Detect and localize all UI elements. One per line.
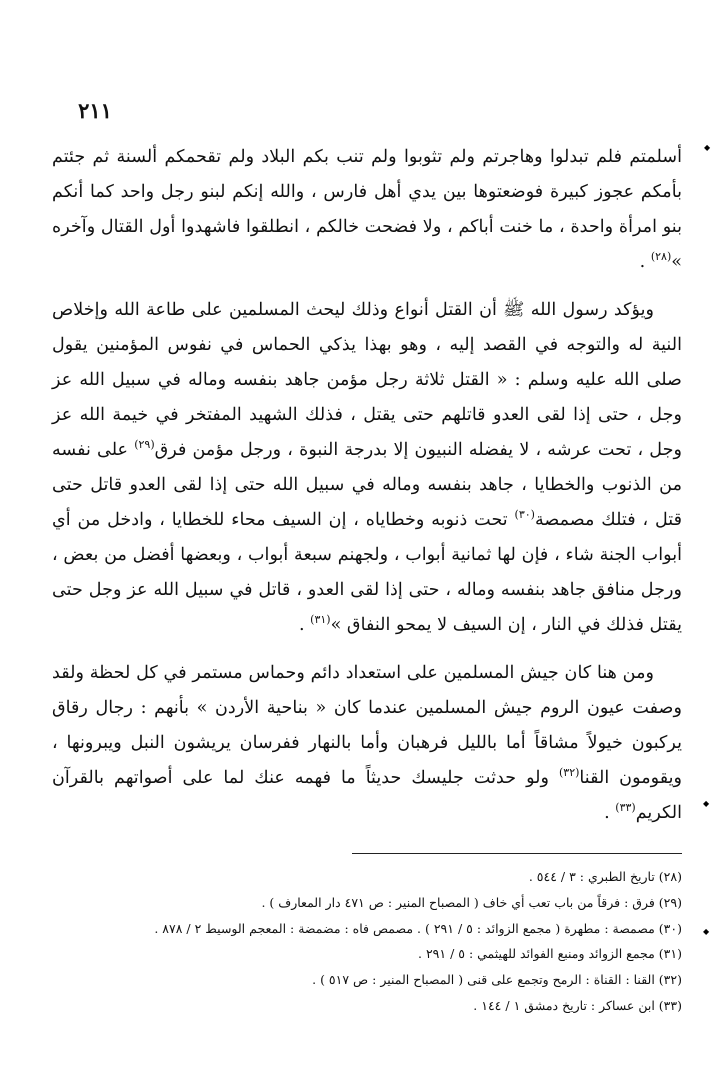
footnotes-list (52, 864, 682, 1019)
footnote-ref-33: (٣٣) (615, 801, 636, 815)
paragraph-1 (52, 140, 682, 280)
paragraph-2-mid-1: على نفسه من الذنوب والخطايا ، جاهد بنفسه وماله في سبيل الله حتى إذا لقى العدو قاتل حتى قتل ، فتلك مصمصة (52, 440, 682, 530)
footnote-separator (352, 853, 682, 854)
footnote-33: (٣٣) ابن عساكر : تاريخ دمشق ١ / ١٤٤ . (473, 997, 682, 1013)
paragraph-3-end: . (604, 803, 616, 823)
paragraph-3-text: ومن هنا كان جيش المسلمين على استعداد دائم وحماس مستمر في كل لحظة ولقد وصفت عيون الروم جيش المسلمين عندما كان « بناحية الأردن » بأنهم : رجال رقاق يركبون خيولاً مشاقاً أما بالليل فرهبان وأما بالنهار ففرسان يريشون النبل ويبرونها ، ويقومون القنا (52, 663, 682, 788)
footnote-29: (٢٩) فرق : فرقاً من باب تعب أي خاف ( المصباح المنير : ص ٤٧١ دار المعارف ) . (261, 894, 682, 910)
paragraph-2-end: . (298, 615, 311, 635)
margin-mark-top: ◆ (704, 143, 711, 152)
footnote-ref-32: (٣٢) (558, 766, 580, 780)
paragraph-3 (52, 656, 682, 831)
footnote-ref-31: (٣١) (310, 613, 331, 627)
paragraph-3-mid: ولو حدثت جليسك حديثاً ما فهمه عنك لما على أصواتهم بالقرآن الكريم (52, 768, 682, 823)
paragraph-2-mid-2: تحت ذنوبه وخطاياه ، إن السيف محاء للخطايا ، وادخل من أي أبواب الجنة شاء ، فإن لها ثمانية أبواب ، ولجهنم سبعة أبواب ، وبعضها أفضل من بعض ، ورجل منافق جاهد بنفسه وماله ، حتى إذا لقى العدو ، قاتل في سبيل الله عز وجل حتى يقتل فذلك في النار ، إن السيف لا يمحو النفاق » (52, 510, 682, 635)
footnote-31: (٣١) مجمع الزوائد ومنبع الفوائد للهيثمي : ٥ / ٢٩١ . (417, 946, 682, 962)
paragraph-1-end: . (639, 252, 651, 272)
body-text (52, 140, 682, 844)
footnote-28: (٢٨) تاريخ الطبري : ٣ / ٥٤٤ . (528, 869, 682, 884)
footnote-ref-28: (٢٨) (650, 250, 672, 264)
page-number: ٢١١ (78, 98, 112, 123)
paragraph-1-text: أسلمتم فلم تبدلوا وهاجرتم ولم تثوبوا ولم تنب بكم البلاد ولم تقحمكم ألسنة ثم جئتم بأمكم عجوز كبيرة فوضعتوها بين يدي أهل فارس ، والله إنكم لبنو رجل واحد كما أنكم بنو امرأة واحدة ، ما خنت أباكم ، ولا فضحت خالكم ، انطلقوا فاشهدوا أول القتال وآخره » (52, 147, 682, 272)
margin-mark-bottom: ◆ (703, 927, 710, 936)
paragraph-2-text: ويؤكد رسول الله ﷺ أن القتل أنواع وذلك ليحث المسلمين على طاعة الله وإخلاص النية له والتوجه في القصد إليه ، وهو بهذا يذكي الحماس في نفوس المؤمنين يقول صلى الله عليه وسلم : « القتل ثلاثة رجل مؤمن جاهد بنفسه وماله في سبيل الله عز وجل ، حتى إذا لقى العدو قاتلهم حتى يقتل ، فذلك الشهيد المفتخر في خيمة الله عز وجل ، تحت عرشه ، لا يفضله النبيون إلا بدرجة النبوة ، ورجل مؤمن فرق (52, 300, 682, 460)
footnote-ref-29: (٢٩) (134, 438, 155, 452)
paragraph-2 (52, 293, 682, 643)
margin-mark-middle: ◆ (703, 799, 710, 808)
footnote-32: (٣٢) القنا : القناة : الرمح وتجمع على قنى ( المصباح المنير : ص ٥١٧ ) . (312, 972, 682, 988)
footnote-30: (٣٠) مصمصة : مطهرة ( مجمع الزوائد : ٥ / ٢٩١ ) . مصمص فاه : مضمضة : المعجم الوسيط ٢ / ٨٧٨ . (154, 920, 682, 936)
footnote-ref-30: (٣٠) (514, 508, 535, 522)
